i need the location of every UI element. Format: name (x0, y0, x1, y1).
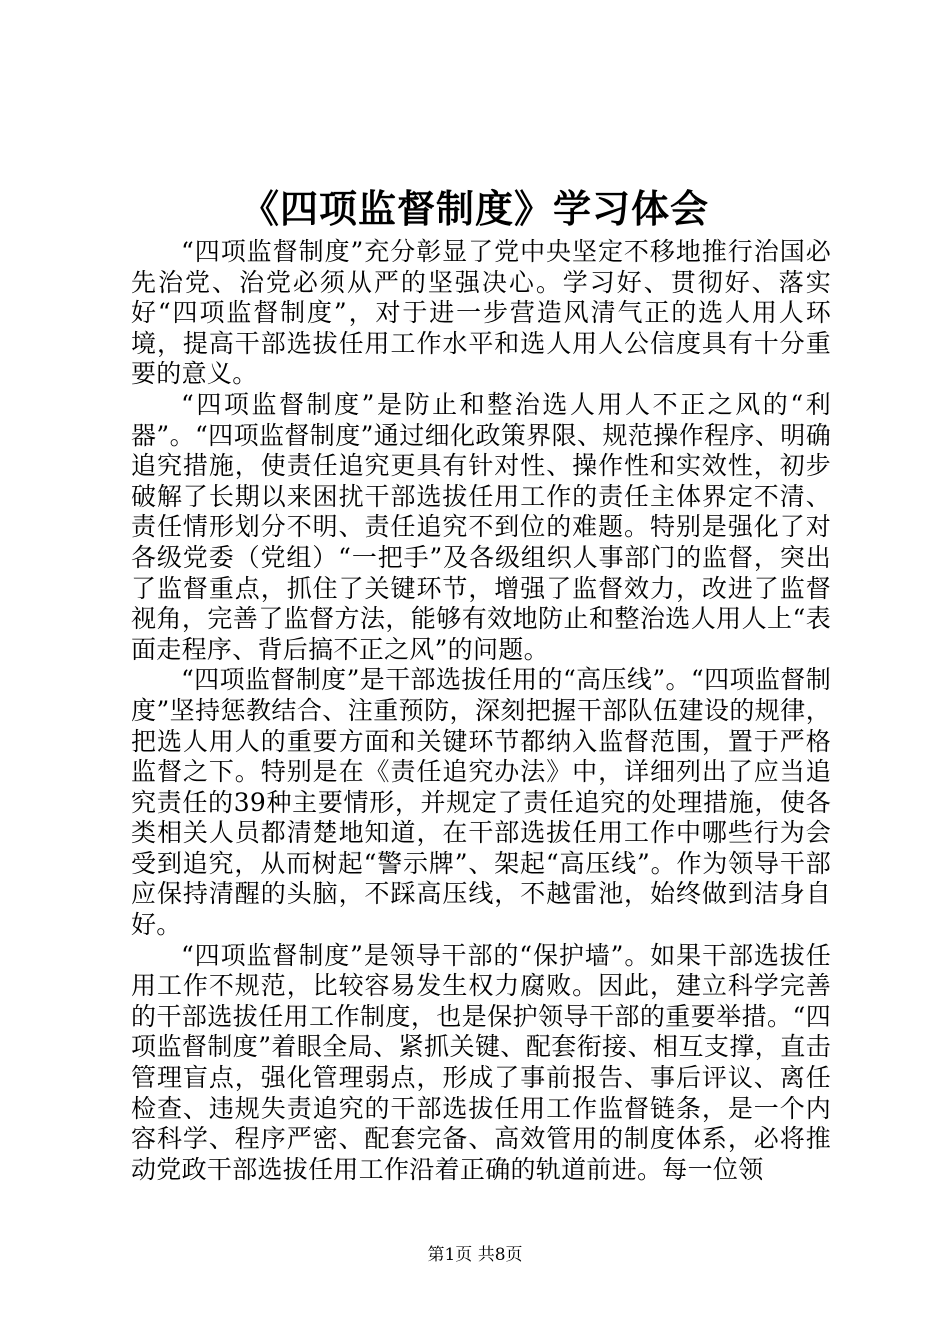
paragraph-4: “四项监督制度”是领导干部的“保护墙”。如果干部选拔任用工作不规范，比较容易发生权力腐败。因此，建立科学完善的干部选拔任用工作制度，也是保护领导干部的重要举措。“四项监督制度”着眼全局、紧抓关键、配套衔接、相互支撑，直击管理盲点，强化管理弱点，形成了事前报告、事后评议、离任检查、违规失责追究的干部选拔任用工作监督链条，是一个内容科学、程序严密、配套完备、高效管用的制度体系，必将推动党政干部选拔任用工作沿着正确的轨道前进。每一位领 (131, 940, 831, 1184)
paragraph-3: “四项监督制度”是干部选拔任用的“高压线”。“四项监督制度”坚持惩教结合、注重预防，深刻把握干部队伍建设的规律，把选人用人的重要方面和关键环节都纳入监督范围，置于严格监督之下。特别是在《责任追究办法》中，详细列出了应当追究责任的39种主要情形，并规定了责任追究的处理措施，使各类相关人员都清楚地知道，在干部选拔任用工作中哪些行为会受到追究，从而树起“警示牌”、架起“高压线”。作为领导干部应保持清醒的头脑，不踩高压线，不越雷池，始终做到洁身自好。 (131, 665, 831, 940)
paragraph-2: “四项监督制度”是防止和整治选人用人不正之风的“利器”。“四项监督制度”通过细化政策界限、规范操作程序、明确追究措施，使责任追究更具有针对性、操作性和实效性，初步破解了长期以来困扰干部选拔任用工作的责任主体界定不清、责任情形划分不明、责任追究不到位的难题。特别是强化了对各级党委（党组）“一把手”及各级组织人事部门的监督，突出了监督重点，抓住了关键环节，增强了监督效力，改进了监督视角，完善了监督方法，能够有效地防止和整治选人用人上“表面走程序、背后搞不正之风”的问题。 (131, 389, 831, 664)
page-number-footer: 第1页 共8页 (427, 1245, 523, 1265)
paragraph-1: “四项监督制度”充分彰显了党中央坚定不移地推行治国必先治党、治党必须从严的坚强决心。学习好、贯彻好、落实好“四项监督制度”，对于进一步营造风清气正的选人用人环境，提高干部选拔任用工作水平和选人用人公信度具有十分重要的意义。 (131, 237, 831, 389)
document-body (131, 237, 831, 1185)
document-title: 《四项监督制度》学习体会 (240, 187, 709, 231)
